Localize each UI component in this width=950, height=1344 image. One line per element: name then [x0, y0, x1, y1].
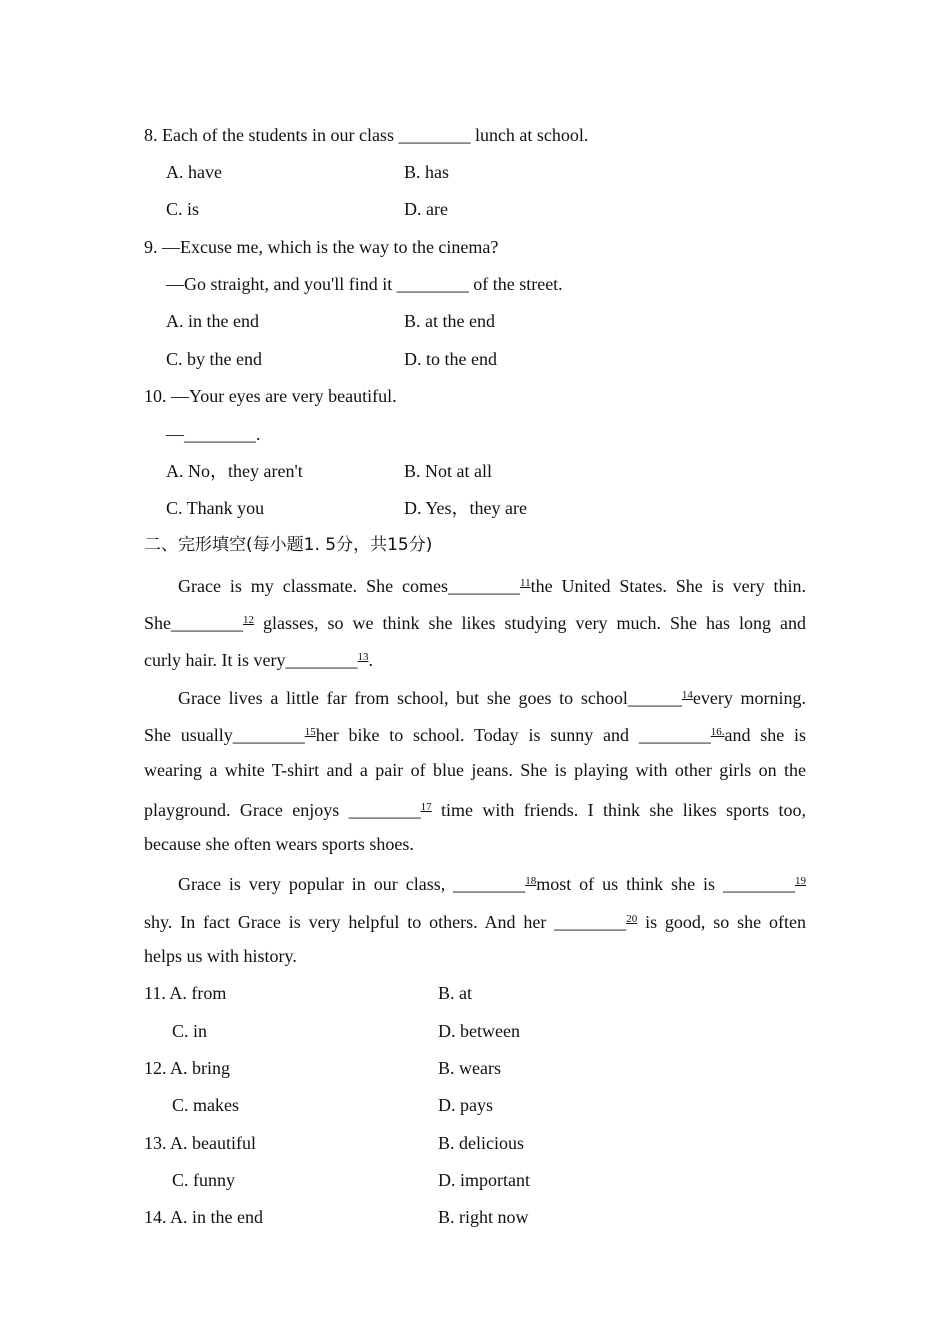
- passage-p2-line1: Grace lives a little far from school, but she goes to school______$^{14}$every morning.: [178, 688, 807, 708]
- blank-ref-11: 11: [519, 577, 531, 589]
- passage-p2-line2: She usually________$^{15}$her bike to school. Today is sunny and ________$^{16.}$and she is: [144, 725, 806, 745]
- question-8-option-d: D. are: [404, 199, 448, 219]
- question-9-stem: 9. —Excuse me, which is the way to the cinema?: [144, 237, 499, 257]
- section-2-heading: 二、完形填空(每小题1. 5分，共15分): [144, 535, 433, 555]
- question-9-line2: —Go straight, and you'll find it ________ of the street.: [166, 274, 563, 294]
- passage-p1-line3: curly hair. It is very________$^{13}$.: [144, 650, 373, 670]
- question-12-option-d: D. pays: [438, 1095, 493, 1115]
- question-10-option-a: A. No，they aren't: [166, 461, 303, 481]
- passage-p2-line3: wearing a white T-shirt and a pair of blue jeans. She is playing with other girls on the: [144, 760, 806, 780]
- passage-p3-line1: Grace is very popular in our class, ________$^{18}$most of us think she is ________$^{19}$: [178, 874, 806, 894]
- blank-ref-18: 18: [525, 875, 537, 887]
- passage-p2-line4: playground. Grace enjoys ________$^{17}$ time with friends. I think she likes sports too,: [144, 800, 806, 820]
- question-11-option-d: D. between: [438, 1021, 520, 1041]
- question-9-option-a: A. in the end: [166, 311, 259, 331]
- passage-p1-line2: She________$^{12}$ glasses, so we think she likes studying very much. She has long and: [144, 613, 806, 633]
- blank-ref-13: 13: [357, 651, 369, 663]
- question-11-option-a: 11. A. from: [144, 983, 227, 1003]
- passage-p3-line3: helps us with history.: [144, 946, 297, 966]
- question-9-option-b: B. at the end: [404, 311, 495, 331]
- question-9-option-c: C. by the end: [166, 349, 262, 369]
- blank-ref-17: 17: [420, 801, 432, 813]
- question-10-stem: 10. —Your eyes are very beautiful.: [144, 386, 397, 406]
- question-10-option-b: B. Not at all: [404, 461, 492, 481]
- question-13-option-c: C. funny: [172, 1170, 235, 1190]
- passage-p1-line1: Grace is my classmate. She comes________$^{11}$the United States. She is very thin.: [178, 576, 807, 596]
- question-8-option-b: B. has: [404, 162, 449, 182]
- question-14-option-a: 14. A. in the end: [144, 1207, 263, 1227]
- passage-p3-line2: shy. In fact Grace is very helpful to others. And her ________$^{20}$ is good, so she often: [144, 912, 806, 932]
- question-11-option-c: C. in: [172, 1021, 208, 1041]
- question-10-line2: —________.: [166, 424, 261, 444]
- question-8-option-c: C. is: [166, 199, 200, 219]
- blank-ref-16: 16.: [710, 726, 725, 738]
- question-12-option-c: C. makes: [172, 1095, 239, 1115]
- blank-ref-12: 12: [243, 614, 254, 626]
- question-8-option-a: A. have: [166, 162, 222, 182]
- blank-ref-19: 19: [795, 875, 806, 887]
- question-10-option-c: C. Thank you: [166, 498, 265, 518]
- question-14-option-b: B. right now: [438, 1207, 529, 1227]
- question-13-option-d: D. important: [438, 1170, 530, 1190]
- question-8-stem: 8. Each of the students in our class ________ lunch at school.: [144, 125, 589, 145]
- question-13-option-b: B. delicious: [438, 1133, 524, 1153]
- question-12-option-b: B. wears: [438, 1058, 501, 1078]
- question-11-option-b: B. at: [438, 983, 472, 1003]
- question-10-option-d: D. Yes，they are: [404, 498, 527, 518]
- question-9-option-d: D. to the end: [404, 349, 497, 369]
- blank-ref-15: 15: [304, 726, 316, 738]
- question-13-option-a: 13. A. beautiful: [144, 1133, 256, 1153]
- passage-p2-line5: because she often wears sports shoes.: [144, 834, 414, 854]
- question-12-option-a: 12. A. bring: [144, 1058, 231, 1078]
- blank-ref-20: 20: [626, 913, 638, 925]
- blank-ref-14: 14: [681, 689, 693, 701]
